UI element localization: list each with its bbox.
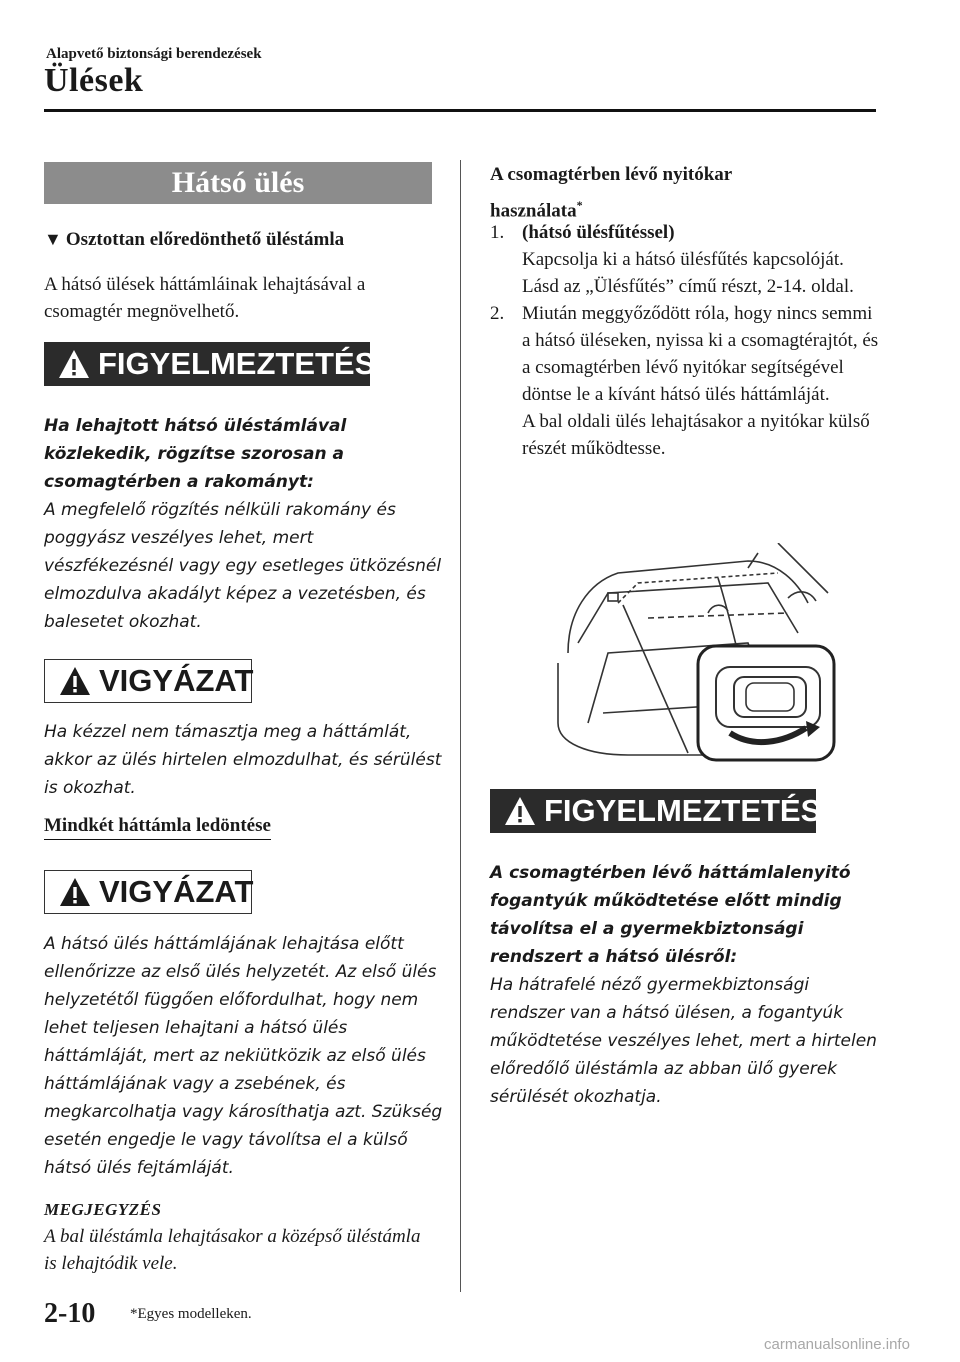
caution-1-text: Ha kézzel nem támasztja meg a háttámlát, akkor az ülés hirtelen elmozdulhat, és sérülést is okozhat. xyxy=(44,722,442,798)
caution-label-1: VIGYÁZAT xyxy=(44,659,252,703)
trunk-lever-illustration xyxy=(548,543,838,765)
caution-2-text: A hátsó ülés háttámlájának lehajtása előtt ellenőrizze az első ülés helyzetét. Az első ülés helyzetétől függően előfordulhat, hogy nem lehet teljesen lehajtani a hátsó ülés háttámláját, mert az nekiütközik az első ülés háttámlájának vagy a zsebének, és megkarcolhatja vagy károsíthatja azt. Szükség esetén engedje le vagy távolítsa el a külső hátsó ülés fejtámláját. xyxy=(44,934,443,1178)
warning-triangle-icon xyxy=(59,666,91,696)
chapter-title: Ülések xyxy=(44,62,144,99)
page-number: 2-10 xyxy=(44,1298,96,1329)
note-title: MEGJEGYZÉS xyxy=(44,1200,162,1219)
header-rule xyxy=(44,109,876,112)
warning-label-1: FIGYELMEZTETÉS xyxy=(44,342,370,386)
caution-label-2: VIGYÁZAT xyxy=(44,870,252,914)
warning-1-text: Ha lehajtott hátsó üléstámlával közlekedik, rögzítse szorosan a csomagtérben a rakományt: A megfelelő rögzítés nélküli rakomány és poggyász veszélyes lehet, mert vészfékezésnél vagy egy esetleges ütközésnél elmozdulva akadályt képez a vezetésben, és balesetet okozhat. xyxy=(44,416,442,632)
footnote: *Egyes modelleken. xyxy=(130,1306,252,1322)
warning-2-text: A csomagtérben lévő háttámlalenyitó fogantyúk működtetése előtt mindig távolítsa el a gyermekbiztonsági rendszert a hátsó ülésről: Ha hátrafelé néző gyermekbiztonsági rendszer van a hátsó ülésen, a fogantyúk működtetése veszélyes lehet, mert a hirtelen előredőlő üléstámla az abban ülő gyerek sérülését okozhatja. xyxy=(490,863,877,1107)
triangle-marker-icon: ▼ xyxy=(44,229,62,249)
intro-text: A hátsó ülések háttámláinak lehajtásával a csomagtér megnövelhető. xyxy=(44,274,366,322)
warning-triangle-icon xyxy=(58,349,90,379)
watermark: carmanualsonline.info xyxy=(764,1336,910,1353)
note-text: A bal üléstámla lehajtásakor a középső üléstámla is lehajtódik vele. xyxy=(44,1226,421,1274)
warning-triangle-icon xyxy=(59,877,91,907)
column-divider xyxy=(460,160,461,1292)
section-banner: Hátsó ülés xyxy=(44,162,432,204)
warning-label-2: FIGYELMEZTETÉS xyxy=(490,789,816,833)
section-label: Alapvető biztonsági berendezések xyxy=(46,46,262,62)
list-item: 1. (hátsó ülésfűtéssel) Kapcsolja ki a hátsó ülésfűtés kapcsolóját. Lásd az „Ülésfűtés” című részt, 2-14. oldal. xyxy=(490,222,854,297)
underlined-heading: Mindkét háttámla ledöntése xyxy=(44,815,271,840)
list-item: 2. Miután meggyőződött róla, hogy nincs semmi a hátsó üléseken, nyissa ki a csomagtérajtót, és a csomagtérben lévő nyitókar segítségével döntse le a kívánt hátsó ülés háttámláját. A bal oldali ülés lehajtásakor a nyitókar külső részét működtesse. xyxy=(490,303,879,459)
warning-triangle-icon xyxy=(504,796,536,826)
subheading: ▼ Osztottan előredönthető üléstámla xyxy=(44,229,345,250)
right-heading: A csomagtérben lévő nyitókar használata* xyxy=(490,164,733,222)
steps-list xyxy=(490,219,880,462)
